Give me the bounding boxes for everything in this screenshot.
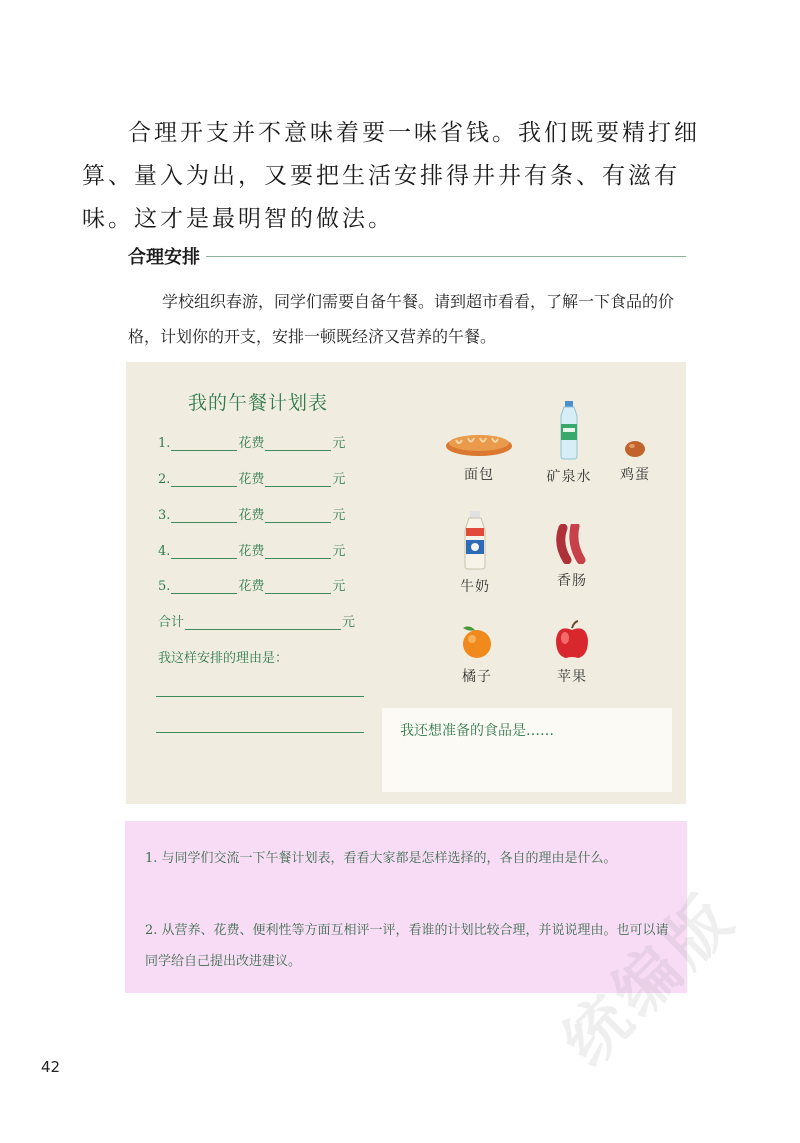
egg-icon bbox=[624, 440, 646, 458]
section-title: 合理安排 bbox=[128, 247, 200, 268]
apple-icon bbox=[552, 620, 592, 660]
unit-label: 元 bbox=[332, 472, 346, 487]
food-label: 面包 bbox=[464, 467, 494, 483]
unit-label: 元 bbox=[332, 579, 346, 594]
item-blank[interactable] bbox=[171, 508, 237, 523]
item-blank[interactable] bbox=[171, 436, 237, 451]
price-blank[interactable] bbox=[265, 472, 331, 487]
food-label: 矿泉水 bbox=[546, 469, 592, 485]
unit-label: 元 bbox=[332, 436, 346, 451]
total-row bbox=[158, 611, 355, 630]
plan-row bbox=[158, 540, 345, 559]
orange-icon bbox=[459, 624, 495, 660]
plan-row bbox=[158, 575, 345, 594]
item-blank[interactable] bbox=[171, 579, 237, 594]
food-label: 香肠 bbox=[557, 573, 587, 589]
food-egg bbox=[595, 440, 675, 484]
food-bread bbox=[439, 430, 519, 484]
spend-label: 花费 bbox=[238, 508, 265, 523]
total-unit: 元 bbox=[342, 615, 356, 630]
price-blank[interactable] bbox=[265, 544, 331, 559]
section-header bbox=[128, 243, 686, 269]
plan-row bbox=[158, 504, 345, 523]
row-number: 4. bbox=[158, 544, 171, 559]
task-description: 学校组织春游，同学们需要自备午餐。请到超市看看，了解一下食品的价格，计划你的开支，安排一顿既经济又营养的午餐。 bbox=[128, 292, 675, 346]
plan-row bbox=[158, 432, 345, 451]
extra-food-label: 我还想准备的食品是…… bbox=[400, 723, 554, 739]
reason-line[interactable] bbox=[156, 696, 364, 697]
row-number: 2. bbox=[158, 472, 171, 487]
food-label: 牛奶 bbox=[460, 579, 490, 595]
spend-label: 花费 bbox=[238, 544, 265, 559]
intro-paragraph: 合理开支并不意味着要一味省钱。我们既要精打细算、量入为出，又要把生活安排得井井有条、有滋有味。这才是最明智的做法。 bbox=[82, 120, 700, 232]
spend-label: 花费 bbox=[238, 436, 265, 451]
food-apple bbox=[532, 620, 612, 686]
row-number: 5. bbox=[158, 579, 171, 594]
food-label: 鸡蛋 bbox=[620, 467, 650, 483]
discussion-item: 2. 从营养、花费、便利性等方面互相评一评，看谁的计划比较合理，并说说理由。也可以请同学给自己提出改进建议。 bbox=[145, 923, 669, 969]
unit-label: 元 bbox=[332, 544, 346, 559]
total-label: 合计 bbox=[158, 615, 185, 630]
plan-row bbox=[158, 468, 345, 487]
water-bottle-icon bbox=[556, 400, 582, 460]
unit-label: 元 bbox=[332, 508, 346, 523]
lunch-plan-panel bbox=[126, 362, 686, 804]
row-number: 1. bbox=[158, 436, 171, 451]
sausage-icon bbox=[555, 524, 589, 564]
item-blank[interactable] bbox=[171, 472, 237, 487]
item-blank[interactable] bbox=[171, 544, 237, 559]
milk-bottle-icon bbox=[460, 510, 490, 570]
page-number: 42 bbox=[41, 1058, 61, 1076]
row-number: 3. bbox=[158, 508, 171, 523]
watermark: 统编版 bbox=[549, 879, 751, 1081]
food-label: 橘子 bbox=[462, 669, 492, 685]
section-divider bbox=[206, 256, 686, 257]
price-blank[interactable] bbox=[265, 436, 331, 451]
discussion-item: 1. 与同学们交流一下午餐计划表，看看大家都是怎样选择的，各自的理由是什么。 bbox=[145, 851, 617, 866]
food-sausage bbox=[532, 524, 612, 590]
spend-label: 花费 bbox=[238, 579, 265, 594]
price-blank[interactable] bbox=[265, 579, 331, 594]
food-milk bbox=[435, 510, 515, 596]
food-orange bbox=[437, 624, 517, 686]
total-blank[interactable] bbox=[185, 615, 341, 630]
price-blank[interactable] bbox=[265, 508, 331, 523]
plan-title: 我的午餐计划表 bbox=[188, 392, 329, 414]
reason-label: 我这样安排的理由是： bbox=[158, 651, 289, 666]
food-label: 苹果 bbox=[557, 669, 587, 685]
reason-line[interactable] bbox=[156, 732, 364, 733]
spend-label: 花费 bbox=[238, 472, 265, 487]
extra-food-box[interactable] bbox=[382, 708, 672, 792]
bread-icon bbox=[444, 430, 514, 458]
